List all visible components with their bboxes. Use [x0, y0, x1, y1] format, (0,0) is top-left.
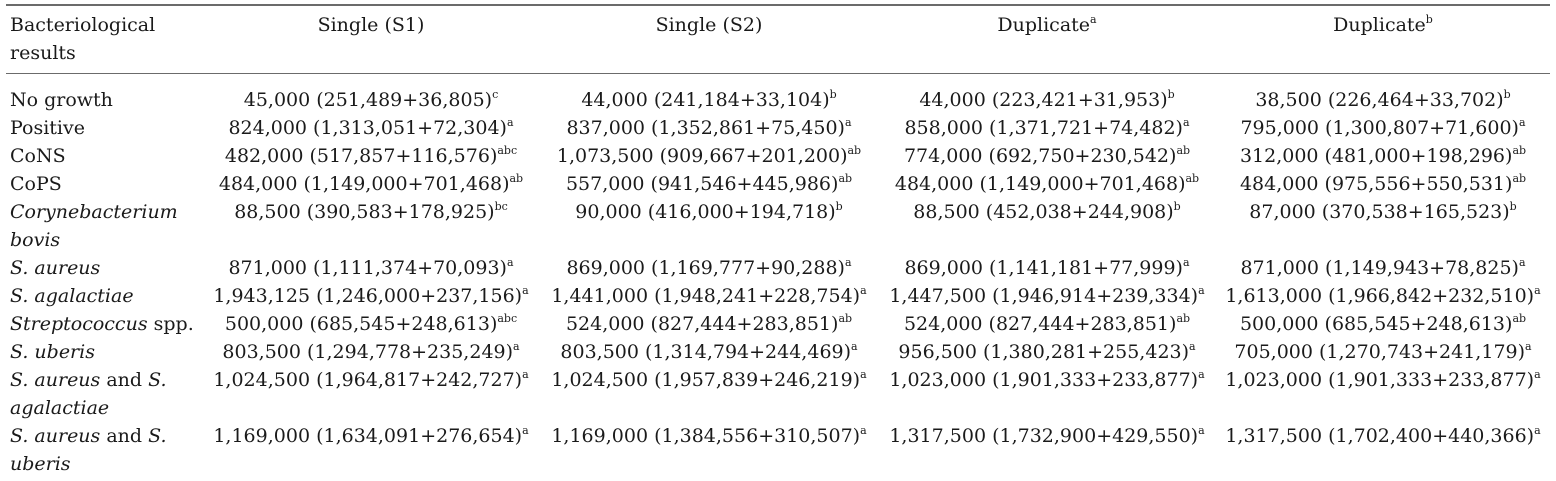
value-cell	[1216, 282, 1550, 310]
header-spacer-row	[6, 74, 1550, 87]
organism-name: S. uberis	[10, 425, 167, 475]
significance-superscript: a	[860, 423, 867, 437]
cell-value: 44,000 (223,421+31,953)	[919, 89, 1168, 111]
table-row	[6, 338, 1550, 366]
value-cell	[540, 170, 878, 198]
cell-value: 795,000 (1,300,807+71,600)	[1240, 117, 1519, 139]
value-cell	[202, 310, 540, 338]
value-cell	[878, 366, 1216, 422]
value-cell	[878, 198, 1216, 254]
value-cell	[878, 86, 1216, 114]
row-label-text: CoNS	[10, 145, 66, 167]
value-cell	[202, 282, 540, 310]
significance-superscript: ab	[838, 311, 853, 325]
value-cell	[540, 282, 878, 310]
value-cell	[540, 338, 878, 366]
cell-value: 956,500 (1,380,281+255,423)	[898, 341, 1190, 363]
table-row	[6, 422, 1550, 478]
significance-superscript: ab	[1176, 311, 1191, 325]
significance-superscript: a	[522, 423, 529, 437]
value-cell	[202, 142, 540, 170]
table-row	[6, 282, 1550, 310]
header-row	[6, 5, 1550, 74]
table-row	[6, 142, 1550, 170]
significance-superscript: abc	[497, 311, 518, 325]
value-cell	[540, 142, 878, 170]
organism-name: S. agalactiae	[10, 369, 167, 419]
cell-value: 557,000 (941,546+445,986)	[565, 173, 839, 195]
organism-name: S. aureus	[10, 369, 101, 391]
significance-superscript: c	[492, 87, 499, 101]
cell-value: 500,000 (685,545+248,613)	[1239, 313, 1513, 335]
value-cell	[878, 282, 1216, 310]
organism-name: S. uberis	[10, 341, 95, 363]
header-cell-duplicate-b	[1216, 5, 1550, 74]
significance-superscript: a	[506, 255, 514, 269]
value-cell	[202, 170, 540, 198]
value-cell	[202, 114, 540, 142]
significance-superscript: b	[835, 199, 843, 213]
value-cell	[202, 422, 540, 478]
value-cell	[1216, 170, 1550, 198]
significance-superscript: a	[851, 339, 858, 353]
header-cell-single-s1	[202, 5, 540, 74]
header-cell-single-s2	[540, 5, 878, 74]
value-cell	[202, 198, 540, 254]
cell-value: 38,500 (226,464+33,702)	[1255, 89, 1504, 111]
significance-superscript: a	[1534, 283, 1541, 297]
row-label-text: No growth	[10, 89, 113, 111]
header-cell-duplicate-a	[878, 5, 1216, 74]
significance-superscript: a	[1518, 115, 1526, 129]
cell-value: 774,000 (692,750+230,542)	[903, 145, 1177, 167]
row-label-text: spp.	[147, 313, 194, 335]
header-label: Bacteriological results	[10, 14, 156, 64]
value-cell	[878, 310, 1216, 338]
organism-name: Streptococcus	[10, 313, 148, 335]
significance-superscript: a	[1182, 255, 1190, 269]
table-row	[6, 86, 1550, 114]
cell-value: 1,023,000 (1,901,333+233,877)	[1225, 369, 1535, 391]
cell-value: 88,500 (390,583+178,925)	[234, 201, 495, 223]
cell-value: 803,500 (1,314,794+244,469)	[560, 341, 852, 363]
cell-value: 1,447,500 (1,946,914+239,334)	[889, 285, 1199, 307]
cell-value: 1,943,125 (1,246,000+237,156)	[213, 285, 523, 307]
significance-superscript: b	[829, 87, 837, 101]
cell-value: 837,000 (1,352,861+75,450)	[566, 117, 845, 139]
header-label: Single (S1)	[317, 14, 425, 36]
cell-value: 1,169,000 (1,384,556+310,507)	[551, 425, 861, 447]
significance-superscript: a	[860, 283, 867, 297]
significance-superscript: a	[522, 367, 529, 381]
cell-value: 824,000 (1,313,051+72,304)	[228, 117, 507, 139]
value-cell	[1216, 198, 1550, 254]
cell-value: 705,000 (1,270,743+241,179)	[1234, 341, 1526, 363]
cell-value: 484,000 (975,556+550,531)	[1239, 173, 1513, 195]
row-label-cell	[6, 198, 202, 254]
header-label: Duplicate	[997, 14, 1091, 36]
significance-superscript: a	[1534, 423, 1541, 437]
cell-value: 524,000 (827,444+283,851)	[903, 313, 1177, 335]
significance-superscript: bc	[494, 199, 508, 213]
cell-value: 88,500 (452,038+244,908)	[913, 201, 1174, 223]
header-cell-bacteriological-results	[6, 5, 202, 74]
value-cell	[1216, 366, 1550, 422]
value-cell	[1216, 86, 1550, 114]
organism-name: S. agalactiae	[10, 285, 134, 307]
significance-superscript: a	[522, 283, 529, 297]
row-label-cell	[6, 366, 202, 422]
cell-value: 871,000 (1,149,943+78,825)	[1240, 257, 1519, 279]
cell-value: 1,441,000 (1,948,241+228,754)	[551, 285, 861, 307]
cell-value: 869,000 (1,169,777+90,288)	[566, 257, 845, 279]
cell-value: 484,000 (1,149,000+701,468)	[218, 173, 510, 195]
significance-superscript: b	[1173, 199, 1181, 213]
cell-value: 1,169,000 (1,634,091+276,654)	[213, 425, 523, 447]
row-label-cell	[6, 86, 202, 114]
cell-value: 312,000 (481,000+198,296)	[1239, 145, 1513, 167]
significance-superscript: b	[1509, 199, 1517, 213]
cell-value: 1,073,500 (909,667+201,200)	[556, 145, 848, 167]
row-label-text: CoPS	[10, 173, 62, 195]
value-cell	[1216, 338, 1550, 366]
row-label-text: Positive	[10, 117, 85, 139]
row-label-cell	[6, 282, 202, 310]
cell-value: 87,000 (370,538+165,523)	[1249, 201, 1510, 223]
table-body	[6, 74, 1550, 479]
organism-name: Corynebacterium bovis	[10, 201, 178, 251]
value-cell	[878, 422, 1216, 478]
value-cell	[1216, 114, 1550, 142]
value-cell	[202, 254, 540, 282]
table-row	[6, 254, 1550, 282]
significance-superscript: a	[1198, 367, 1205, 381]
cell-value: 871,000 (1,111,374+70,093)	[228, 257, 507, 279]
cell-value: 524,000 (827,444+283,851)	[565, 313, 839, 335]
cell-value: 803,500 (1,294,778+235,249)	[222, 341, 514, 363]
value-cell	[878, 170, 1216, 198]
cell-value: 1,024,500 (1,964,817+242,727)	[213, 369, 523, 391]
row-label-cell	[6, 422, 202, 478]
significance-superscript: ab	[1512, 171, 1527, 185]
table-row	[6, 170, 1550, 198]
table-header	[6, 5, 1550, 74]
value-cell	[878, 254, 1216, 282]
row-label-cell	[6, 310, 202, 338]
significance-superscript: ab	[1512, 311, 1527, 325]
cell-value: 45,000 (251,489+36,805)	[243, 89, 493, 111]
row-label-text: and	[100, 425, 149, 447]
value-cell	[540, 366, 878, 422]
organism-name: S. aureus	[10, 257, 101, 279]
value-cell	[540, 198, 878, 254]
row-label-cell	[6, 254, 202, 282]
table-row	[6, 198, 1550, 254]
value-cell	[202, 86, 540, 114]
organism-name: S. aureus	[10, 425, 101, 447]
row-label-text: and	[100, 369, 149, 391]
cell-value: 1,317,500 (1,732,900+429,550)	[889, 425, 1199, 447]
bacteriological-results-table	[6, 4, 1550, 478]
cell-value: 1,613,000 (1,966,842+232,510)	[1225, 285, 1535, 307]
row-label-cell	[6, 170, 202, 198]
value-cell	[1216, 142, 1550, 170]
significance-superscript: b	[1503, 87, 1511, 101]
value-cell	[202, 338, 540, 366]
significance-superscript: ab	[1185, 171, 1200, 185]
header-label: Duplicate	[1333, 14, 1426, 36]
value-cell	[202, 366, 540, 422]
cell-value: 482,000 (517,857+116,576)	[224, 145, 498, 167]
significance-superscript: ab	[509, 171, 524, 185]
header-superscript: b	[1425, 12, 1433, 26]
value-cell	[878, 142, 1216, 170]
cell-value: 1,023,000 (1,901,333+233,877)	[889, 369, 1199, 391]
table-row	[6, 114, 1550, 142]
header-label: Single (S2)	[655, 14, 763, 36]
row-label-cell	[6, 142, 202, 170]
cell-value: 500,000 (685,545+248,613)	[224, 313, 498, 335]
significance-superscript: a	[844, 115, 852, 129]
significance-superscript: a	[860, 367, 867, 381]
significance-superscript: ab	[1176, 143, 1191, 157]
cell-value: 44,000 (241,184+33,104)	[581, 89, 830, 111]
value-cell	[540, 114, 878, 142]
significance-superscript: a	[1182, 115, 1190, 129]
cell-value: 869,000 (1,141,181+77,999)	[904, 257, 1183, 279]
significance-superscript: b	[1167, 87, 1175, 101]
significance-superscript: a	[844, 255, 852, 269]
table-row	[6, 310, 1550, 338]
value-cell	[1216, 422, 1550, 478]
row-label-cell	[6, 114, 202, 142]
significance-superscript: ab	[847, 143, 862, 157]
significance-superscript: a	[1518, 255, 1526, 269]
row-label-cell	[6, 338, 202, 366]
cell-value: 1,024,500 (1,957,839+246,219)	[551, 369, 861, 391]
header-superscript: a	[1090, 12, 1097, 26]
significance-superscript: a	[513, 339, 520, 353]
value-cell	[540, 422, 878, 478]
significance-superscript: a	[1189, 339, 1196, 353]
value-cell	[540, 86, 878, 114]
significance-superscript: a	[506, 115, 514, 129]
cell-value: 484,000 (1,149,000+701,468)	[894, 173, 1186, 195]
spacer-cell	[6, 74, 1550, 87]
value-cell	[540, 254, 878, 282]
significance-superscript: ab	[1512, 143, 1527, 157]
value-cell	[878, 114, 1216, 142]
cell-value: 858,000 (1,371,721+74,482)	[904, 117, 1183, 139]
significance-superscript: ab	[838, 171, 853, 185]
significance-superscript: a	[1198, 283, 1205, 297]
significance-superscript: abc	[497, 143, 518, 157]
value-cell	[1216, 254, 1550, 282]
cell-value: 1,317,500 (1,702,400+440,366)	[1225, 425, 1535, 447]
significance-superscript: a	[1534, 367, 1541, 381]
significance-superscript: a	[1198, 423, 1205, 437]
significance-superscript: a	[1525, 339, 1532, 353]
value-cell	[540, 310, 878, 338]
cell-value: 90,000 (416,000+194,718)	[575, 201, 836, 223]
value-cell	[878, 338, 1216, 366]
table-row	[6, 366, 1550, 422]
value-cell	[1216, 310, 1550, 338]
